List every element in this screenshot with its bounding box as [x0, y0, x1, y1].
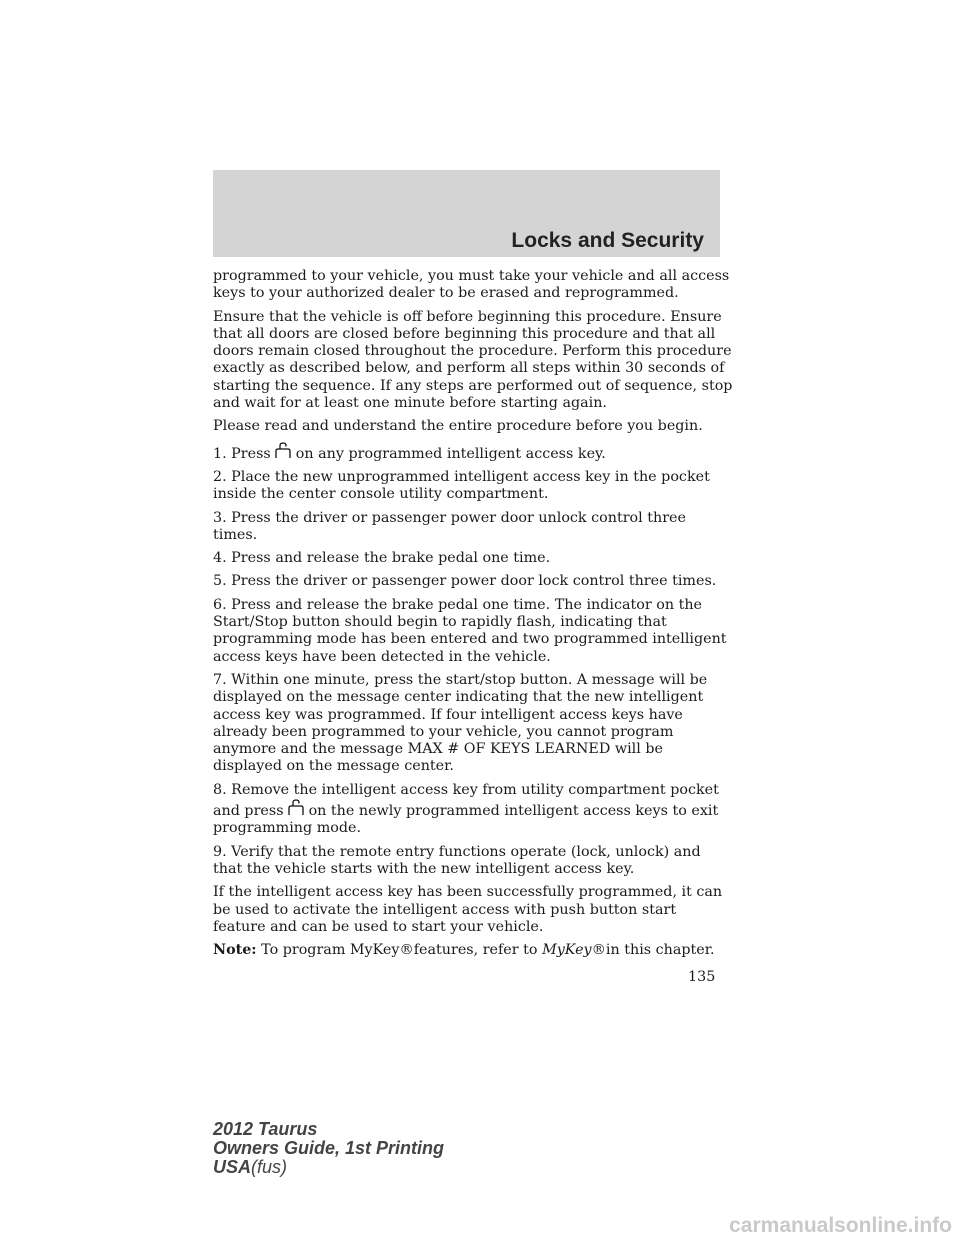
note-text: To program MyKey®features, refer to [261, 942, 538, 959]
step-1 [213, 442, 733, 463]
step-9: 9. Verify that the remote entry functions operate (lock, unlock) and that the vehicle starts with the new intelligent access key. [213, 843, 701, 877]
note [213, 942, 733, 959]
unlock-icon [273, 442, 293, 459]
footer-line-2: Owners Guide, 1st Printing [213, 1138, 445, 1158]
page-number: 135 [688, 969, 716, 985]
section-header-band [213, 170, 720, 257]
step-8 [213, 782, 733, 838]
step-1-text-before: 1. Press [213, 445, 271, 462]
note-label: Note: [213, 942, 257, 959]
step-8-text-after: on the newly programmed intelligent access keys to exit programming mode. [213, 803, 719, 837]
step-7: 7. Within one minute, press the start/stop button. A message will be displayed on the message center indicating that the new intelligent access key was programmed. If four intelligent access keys have already been programmed to your vehicle, you cannot program anymore and the message MAX # OF KEYS LEARNED will be displayed on the message center. [213, 671, 708, 775]
step-3: 3. Press the driver or passenger power door unlock control three times. [213, 509, 686, 543]
step-8-text-before: 8. Remove the intelligent access key from utility compartment pocket and press [213, 781, 719, 820]
section-title: Locks and Security [511, 229, 704, 252]
footer-line-1: 2012 Taurus [213, 1119, 318, 1139]
unlock-icon [286, 799, 306, 816]
paragraph: Please read and understand the entire procedure before you begin. [213, 418, 703, 435]
step-4: 4. Press and release the brake pedal one time. [213, 550, 551, 567]
note-text-end: in this chapter. [605, 942, 715, 959]
footer-market: USA [213, 1157, 252, 1177]
mykey-reference: MyKey® [542, 942, 606, 959]
body-text [213, 268, 733, 965]
step-2: 2. Place the new unprogrammed intelligent access key in the pocket inside the center console utility compartment. [213, 468, 710, 503]
footer-market-code: (fus) [251, 1157, 288, 1177]
step-6: 6. Press and release the brake pedal one time. The indicator on the Start/Stop button should begin to rapidly flash, indicating that programming mode has been entered and two programmed intelligent access keys have been detected in the vehicle. [213, 596, 727, 665]
step-1-text-after: on any programmed intelligent access key. [295, 445, 606, 462]
paragraph: Ensure that the vehicle is off before beginning this procedure. Ensure that all doors are closed before beginning this procedure and that all doors remain closed throughout the procedure. Perform this procedure exactly as described below, and perform all steps within 30 seconds of starting the sequence. If any steps are performed out of sequence, stop and wait for at least one minute before starting again. [213, 308, 733, 412]
closing-paragraph: If the intelligent access key has been successfully programmed, it can be used to activate the intelligent access with push button start feature and can be used to start your vehicle. [213, 884, 723, 935]
paragraph: programmed to your vehicle, you must take your vehicle and all access keys to your authorized dealer to be erased and reprogrammed. [213, 268, 730, 302]
footer-line-3 [213, 1158, 444, 1177]
watermark: carmanualsonline.info [729, 1214, 952, 1237]
step-5: 5. Press the driver or passenger power door lock control three times. [213, 573, 717, 590]
footer-edition [213, 1120, 444, 1177]
